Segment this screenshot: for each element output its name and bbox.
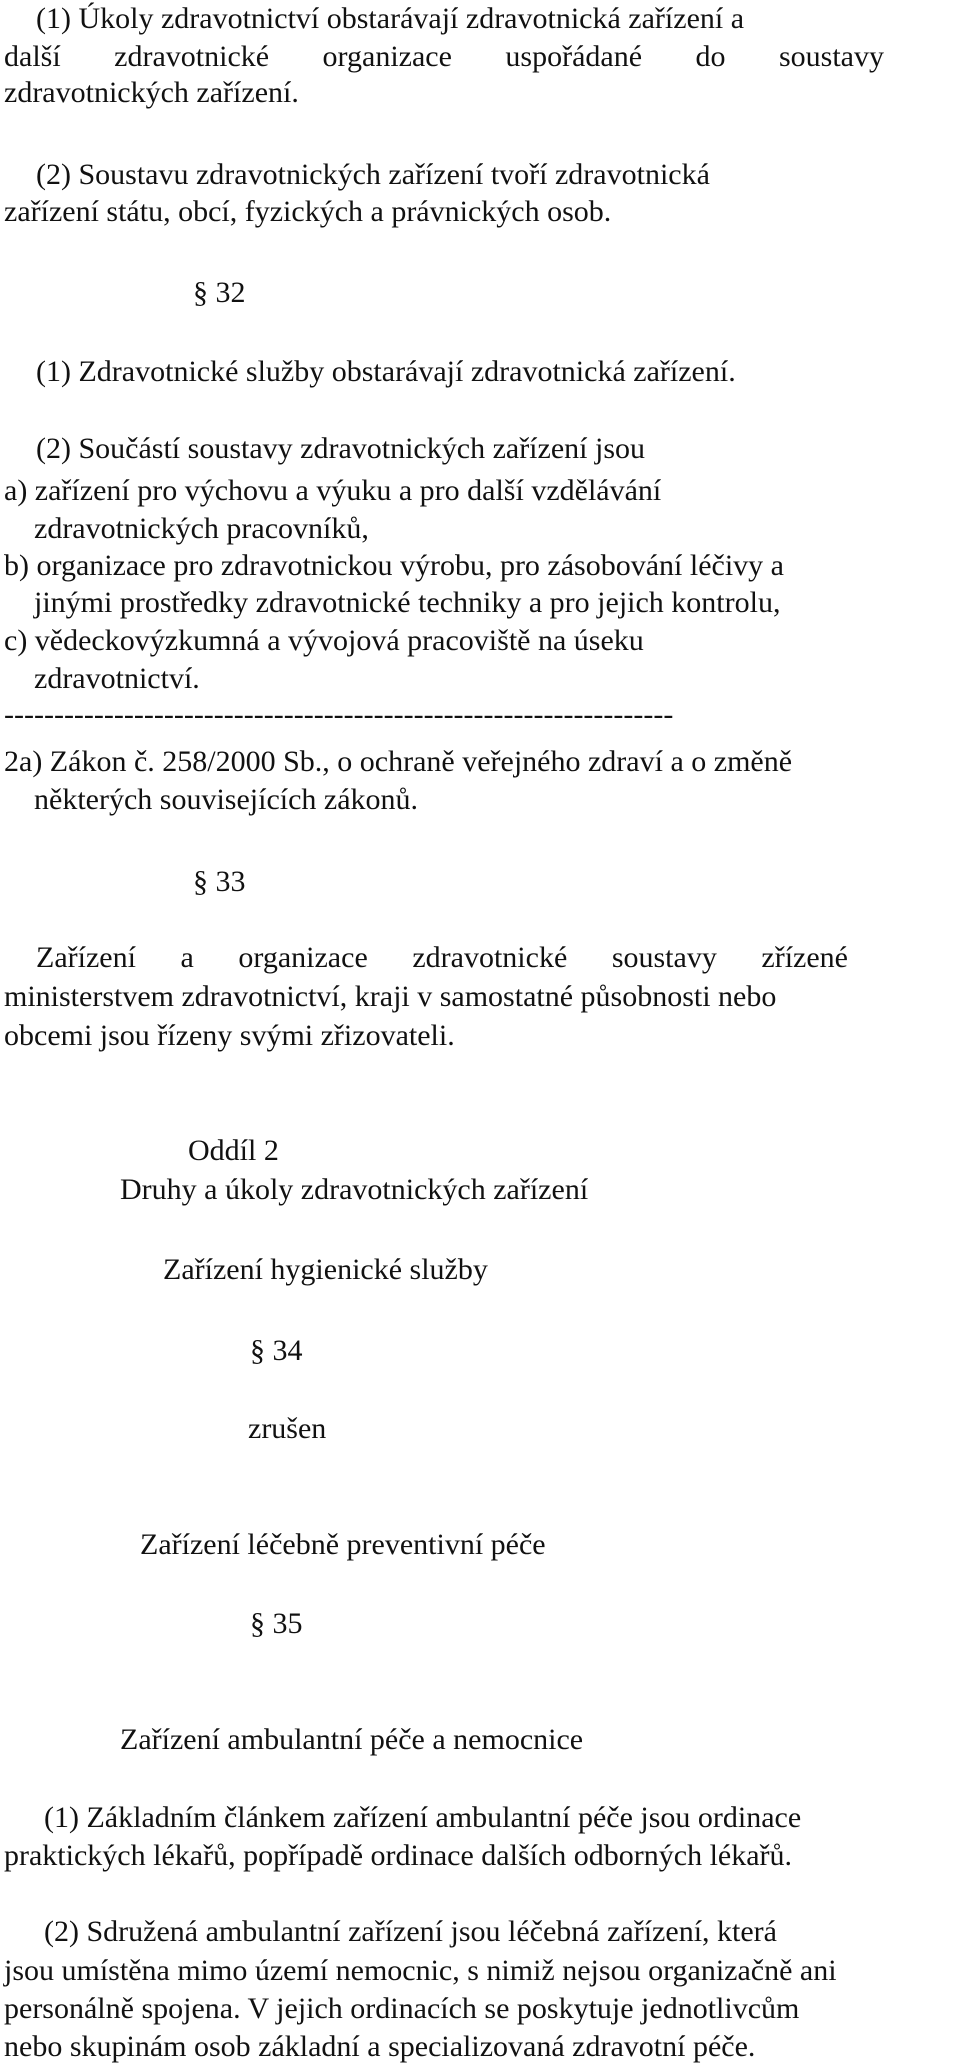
ambulant-p1-line2: praktických lékařů, popřípadě ordinace dalších odborných lékařů. bbox=[4, 1839, 793, 1872]
s33-line3: obcemi jsou řízeny svými zřizovateli. bbox=[4, 1019, 455, 1052]
footnote-line2: některých souvisejících zákonů. bbox=[34, 783, 419, 816]
s32-item-c-line2: zdravotnictví. bbox=[34, 662, 200, 695]
s32-item-a-line2: zdravotnických pracovníků, bbox=[34, 512, 369, 545]
s32-item-b-line2: jinými prostředky zdravotnické techniky a pro jejich kontrolu, bbox=[34, 586, 781, 619]
s32-item-b-line1: b) organizace pro zdravotnickou výrobu, pro zásobování léčivy a bbox=[4, 549, 784, 582]
s32-p2: (2) Součástí soustavy zdravotnických zařízení jsou bbox=[36, 432, 645, 465]
preventive-title: Zařízení léčebně preventivní péče bbox=[140, 1528, 546, 1561]
section-35-heading: § 35 bbox=[250, 1607, 303, 1640]
division-heading: Oddíl 2 bbox=[188, 1134, 279, 1167]
s32-p1: (1) Zdravotnické služby obstarávají zdravotnická zařízení. bbox=[36, 355, 736, 388]
s31-p2-line1: (2) Soustavu zdravotnických zařízení tvoří zdravotnická bbox=[36, 158, 710, 191]
ambulant-title: Zařízení ambulantní péče a nemocnice bbox=[120, 1723, 584, 1756]
ambulant-p2-line3: personálně spojena. V jejich ordinacích se poskytuje jednotlivcům bbox=[4, 1992, 800, 2025]
s33-line2: ministerstvem zdravotnictví, kraji v samostatné působnosti nebo bbox=[4, 980, 777, 1013]
section-33-heading: § 33 bbox=[193, 865, 246, 898]
s32-item-c-line1: c) vědeckovýzkumná a vývojová pracoviště na úseku bbox=[4, 624, 644, 657]
ambulant-p2-line1: (2) Sdružená ambulantní zařízení jsou léčebná zařízení, která bbox=[44, 1915, 777, 1948]
ambulant-p2-line2: jsou umístěna mimo území nemocnic, s nimiž nejsou organizačně ani bbox=[4, 1954, 837, 1987]
ambulant-p2-line4: nebo skupinám osob základní a specializovaná zdravotní péče. bbox=[4, 2030, 756, 2063]
s32-item-a-line1: a) zařízení pro výchovu a výuku a pro další vzdělávání bbox=[4, 474, 662, 507]
s31-p1-line3: zdravotnických zařízení. bbox=[4, 76, 299, 109]
section-34-heading: § 34 bbox=[250, 1334, 303, 1367]
hygiene-title: Zařízení hygienické služby bbox=[163, 1253, 488, 1286]
footnote-line1: 2a) Zákon č. 258/2000 Sb., o ochraně veřejného zdraví a o změně bbox=[4, 745, 793, 778]
section-32-heading: § 32 bbox=[193, 276, 246, 309]
ambulant-p1-line1: (1) Základním článkem zařízení ambulantní péče jsou ordinace bbox=[44, 1801, 802, 1834]
footnote-separator: ------------------------------------------------------------------- bbox=[4, 698, 674, 731]
s31-p2-line2: zařízení státu, obcí, fyzických a právnických osob. bbox=[4, 195, 612, 228]
s31-p1-line2: další zdravotnické organizace uspořádané do soustavy bbox=[4, 40, 884, 73]
s31-p1-line1: (1) Úkoly zdravotnictví obstarávají zdravotnická zařízení a bbox=[36, 2, 745, 35]
section-34-status: zrušen bbox=[248, 1412, 327, 1445]
division-title: Druhy a úkoly zdravotnických zařízení bbox=[120, 1173, 589, 1206]
s33-line1: Zařízení a organizace zdravotnické soustavy zřízené bbox=[36, 941, 848, 974]
